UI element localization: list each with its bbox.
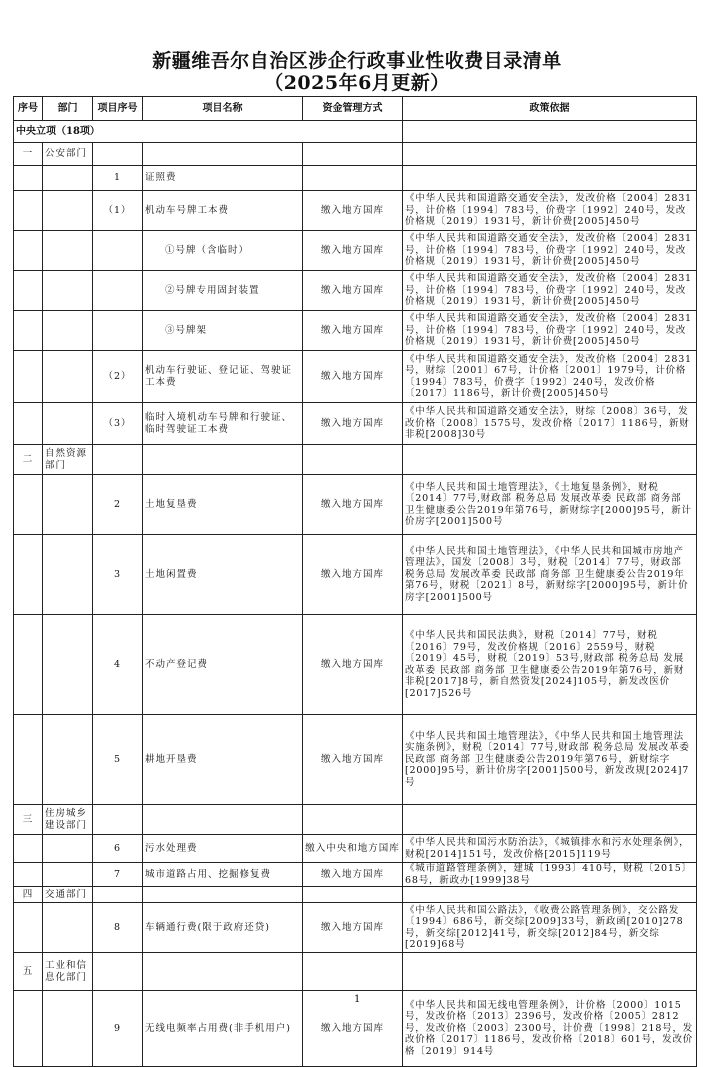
header-item-no: 项目序号 [93, 97, 143, 121]
table-row [14, 835, 697, 863]
row-item-no [93, 887, 143, 903]
row-dept [43, 615, 93, 715]
row-policy-basis: 《中华人民共和国污水防治法》，《城镇排水和污水处理条例》，财税[2014]151号，发改价格[2015]119号 [403, 835, 697, 863]
row-item-name: ②号牌专用固封装置 [143, 271, 303, 311]
row-no: 三 [14, 805, 43, 835]
row-policy-basis: 《中华人民共和国无线电管理条例》，计价格〔2000〕1015号，发改价格〔2013〕2396号，发改价格〔2005〕2812号，发改价格〔2003〕2300号，计价费〔1998〕218号，发改价格〔2017〕1186号，发改价格〔2018〕601号，发改价格〔2019〕914号 [403, 991, 697, 1067]
row-item-name: 临时入境机动车号牌和行驶证、临时驾驶证工本费 [143, 403, 303, 445]
row-fund-management [303, 143, 403, 166]
row-policy-basis [403, 805, 697, 835]
row-dept: 公安部门 [43, 143, 93, 166]
row-fund-management: 缴入地方国库 [303, 231, 403, 271]
row-item-no: （1） [93, 191, 143, 231]
row-item-no [93, 445, 143, 475]
table-row [14, 475, 697, 535]
row-policy-basis: 《中华人民共和国土地管理法》，《中华人民共和国城市房地产管理法》，国发〔2008〕3号，财税〔2014〕77号，财政部 税务总局 发展改革委 民政部 商务部 卫生健康委公告2019年第76号，财税〔2021〕8号，新财综字[2000]95号，新计价房字[2001]500号 [403, 535, 697, 615]
table-row [14, 191, 697, 231]
row-item-no: 2 [93, 475, 143, 535]
header-no: 序号 [14, 97, 43, 121]
table-row [14, 311, 697, 351]
row-item-name: 机动车行驶证、登记证、驾驶证工本费 [143, 351, 303, 403]
row-item-no [93, 805, 143, 835]
row-policy-basis: 《中华人民共和国道路交通安全法》，发改价格〔2004〕2831号，计价格〔1994〕783号，价费字〔1992〕240号，发改价格规〔2019〕1931号，新计价费[2005]450号 [403, 311, 697, 351]
row-item-no: 4 [93, 615, 143, 715]
row-dept [43, 475, 93, 535]
row-no [14, 475, 43, 535]
row-policy-basis: 《中华人民共和国土地管理法》，《土地复垦条例》，财税〔2014〕77号,财政部 税务总局 发展改革委 民政部 商务部 卫生健康委公告2019年第76号，新财综字[2000]95号，新计价房字[2001]500号 [403, 475, 697, 535]
row-policy-basis: 《城市道路管理条例》，建城〔1993〕410号，财税〔2015〕68号，新政办[1999]38号 [403, 863, 697, 887]
row-no [14, 403, 43, 445]
row-fund-management [303, 805, 403, 835]
row-item-name: 不动产登记费 [143, 615, 303, 715]
row-no: 五 [14, 953, 43, 991]
row-item-no: 5 [93, 715, 143, 805]
row-no [14, 615, 43, 715]
row-fund-management: 缴入地方国库 [303, 475, 403, 535]
section-row [14, 121, 697, 143]
row-item-name [143, 445, 303, 475]
row-no [14, 231, 43, 271]
row-policy-basis [403, 143, 697, 166]
row-dept [43, 715, 93, 805]
row-policy-basis: 《中华人民共和国道路交通安全法》，发改价格〔2004〕2831号，计价格〔1994〕783号，价费字〔1992〕240号，发改价格规〔2019〕1931号，新计价费[2005]450号 [403, 231, 697, 271]
row-dept [43, 271, 93, 311]
row-dept [43, 403, 93, 445]
row-item-name [143, 143, 303, 166]
row-fund-management: 缴入地方国库 [303, 191, 403, 231]
row-item-name [143, 805, 303, 835]
page-number: 1 [354, 994, 361, 1005]
row-fund-management: 缴入地方国库 [303, 863, 403, 887]
row-dept [43, 166, 93, 191]
header-policy-basis: 政策依据 [403, 97, 697, 121]
row-no [14, 863, 43, 887]
row-dept [43, 231, 93, 271]
row-fund-management: 缴入地方国库 [303, 271, 403, 311]
row-policy-basis: 《中华人民共和国道路交通安全法》，发改价格〔2004〕2831号，财综〔2001〕67号，计价格〔2001〕1979号，计价格〔1994〕783号，价费字〔1992〕240号，发改价格〔2017〕1186号，新计价费[2005]450号 [403, 351, 697, 403]
row-item-name: 机动车号牌工本费 [143, 191, 303, 231]
row-item-name: ①号牌（含临时） [143, 231, 303, 271]
row-policy-basis: 《中华人民共和国道路交通安全法》，发改价格〔2004〕2831号，计价格〔1994〕783号，价费字〔1992〕240号，发改价格规〔2019〕1931号，新计价费[2005]450号 [403, 191, 697, 231]
row-no [14, 991, 43, 1067]
row-item-name: 城市道路占用、挖掘修复费 [143, 863, 303, 887]
row-fund-management: 缴入地方国库 [303, 715, 403, 805]
row-item-name: 无线电频率占用费(非手机用户) [143, 991, 303, 1067]
row-no [14, 835, 43, 863]
row-item-no: 6 [93, 835, 143, 863]
table-row [14, 271, 697, 311]
row-policy-basis: 《中华人民共和国道路交通安全法》，财综〔2008〕36号，发改价格〔2008〕1575号，发改价格〔2017〕1186号，新财非税[2008]30号 [403, 403, 697, 445]
row-item-no: 9 [93, 991, 143, 1067]
department-row [14, 953, 697, 991]
row-policy-basis [403, 887, 697, 903]
row-fund-management: 缴入地方国库 [303, 535, 403, 615]
department-row [14, 143, 697, 166]
row-fund-management: 缴入地方国库 [303, 903, 403, 953]
row-fund-management [303, 953, 403, 991]
row-policy-basis [403, 953, 697, 991]
row-policy-basis: 《中华人民共和国公路法》，《收费公路管理条例》，交公路发〔1994〕686号，新交综[2009]33号，新政函[2010]278号，新交综[2012]41号，新交综[2012]84号，新交综[2019]68号 [403, 903, 697, 953]
table-row [14, 863, 697, 887]
table-row [14, 715, 697, 805]
row-fund-management: 缴入地方国库 [303, 311, 403, 351]
row-no: 四 [14, 887, 43, 903]
department-row [14, 805, 697, 835]
row-no [14, 535, 43, 615]
row-no [14, 351, 43, 403]
header-fund-management: 资金管理方式 [303, 97, 403, 121]
row-fund-management: 缴入地方国库 [303, 991, 403, 1067]
table-row [14, 903, 697, 953]
section-label: 中央立项（18项） [14, 121, 403, 143]
row-dept: 交通部门 [43, 887, 93, 903]
row-fund-management: 缴入中央和地方国库 [303, 835, 403, 863]
row-policy-basis [403, 445, 697, 475]
row-item-no [93, 953, 143, 991]
table-header-row [14, 97, 697, 121]
row-fund-management: 缴入地方国库 [303, 615, 403, 715]
row-policy-basis: 《中华人民共和国民法典》，财税〔2014〕77号，财税〔2016〕79号，发改价格规〔2016〕2559号，财税〔2019〕45号，财税〔2019〕53号,财政部 税务总局 发展改革委 民政部 商务部 卫生健康委公告2019年第76号，新财非税[2017]8号，新自然资发[2024]105号，新发改医价[2017]526号 [403, 615, 697, 715]
row-item-name: 车辆通行费(限于政府还贷) [143, 903, 303, 953]
table-row [14, 535, 697, 615]
row-no [14, 311, 43, 351]
row-fund-management: 缴入地方国库 [303, 351, 403, 403]
department-row [14, 887, 697, 903]
row-fund-management [303, 887, 403, 903]
row-dept [43, 835, 93, 863]
row-fund-management [303, 166, 403, 191]
row-policy-basis: 《中华人民共和国土地管理法》，《中华人民共和国土地管理法实施条例》，财税〔2014〕77号,财政部 税务总局 发展改革委 民政部 商务部 卫生健康委公告2019年第76号，新财综字[2000]95号，新计价房字[2001]500号，新发改规[2024]7号 [403, 715, 697, 805]
row-item-name: 耕地开垦费 [143, 715, 303, 805]
department-row [14, 445, 697, 475]
row-item-no: 8 [93, 903, 143, 953]
document-subtitle: （2025年6月更新） [264, 72, 450, 94]
table-row [14, 231, 697, 271]
section-empty-cell [403, 121, 697, 143]
row-item-no [93, 231, 143, 271]
row-dept: 自然资源部门 [43, 445, 93, 475]
row-dept [43, 311, 93, 351]
row-no: 二 [14, 445, 43, 475]
row-dept: 工业和信息化部门 [43, 953, 93, 991]
row-item-no [93, 271, 143, 311]
row-no [14, 271, 43, 311]
row-item-no: 3 [93, 535, 143, 615]
row-item-name [143, 953, 303, 991]
row-item-no: 7 [93, 863, 143, 887]
row-fund-management: 缴入地方国库 [303, 403, 403, 445]
fee-catalog-table [13, 96, 697, 1067]
row-policy-basis: 《中华人民共和国道路交通安全法》，发改价格〔2004〕2831号，计价格〔1994〕783号，价费字〔1992〕240号，发改价格规〔2019〕1931号，新计价费[2005]450号 [403, 271, 697, 311]
row-item-no [93, 311, 143, 351]
header-dept: 部门 [43, 97, 93, 121]
row-item-no: （2） [93, 351, 143, 403]
row-policy-basis [403, 166, 697, 191]
row-item-name [143, 887, 303, 903]
row-item-no [93, 143, 143, 166]
row-fund-management [303, 445, 403, 475]
document-title: 新疆维吾尔自治区涉企行政事业性收费目录清单 [152, 50, 562, 72]
row-item-name: 土地复垦费 [143, 475, 303, 535]
row-item-no: 1 [93, 166, 143, 191]
row-no [14, 166, 43, 191]
row-item-name: ③号牌架 [143, 311, 303, 351]
table-row [14, 615, 697, 715]
row-dept [43, 991, 93, 1067]
header-item-name: 项目名称 [143, 97, 303, 121]
table-row [14, 403, 697, 445]
row-dept [43, 191, 93, 231]
row-dept [43, 351, 93, 403]
row-dept [43, 863, 93, 887]
row-item-no: （3） [93, 403, 143, 445]
row-item-name: 污水处理费 [143, 835, 303, 863]
row-no [14, 191, 43, 231]
row-no [14, 715, 43, 805]
row-item-name: 土地闲置费 [143, 535, 303, 615]
row-no [14, 903, 43, 953]
row-item-name: 证照费 [143, 166, 303, 191]
table-row [14, 351, 697, 403]
row-dept [43, 903, 93, 953]
row-dept: 住房城乡建设部门 [43, 805, 93, 835]
table-row [14, 166, 697, 191]
row-no: 一 [14, 143, 43, 166]
row-dept [43, 535, 93, 615]
